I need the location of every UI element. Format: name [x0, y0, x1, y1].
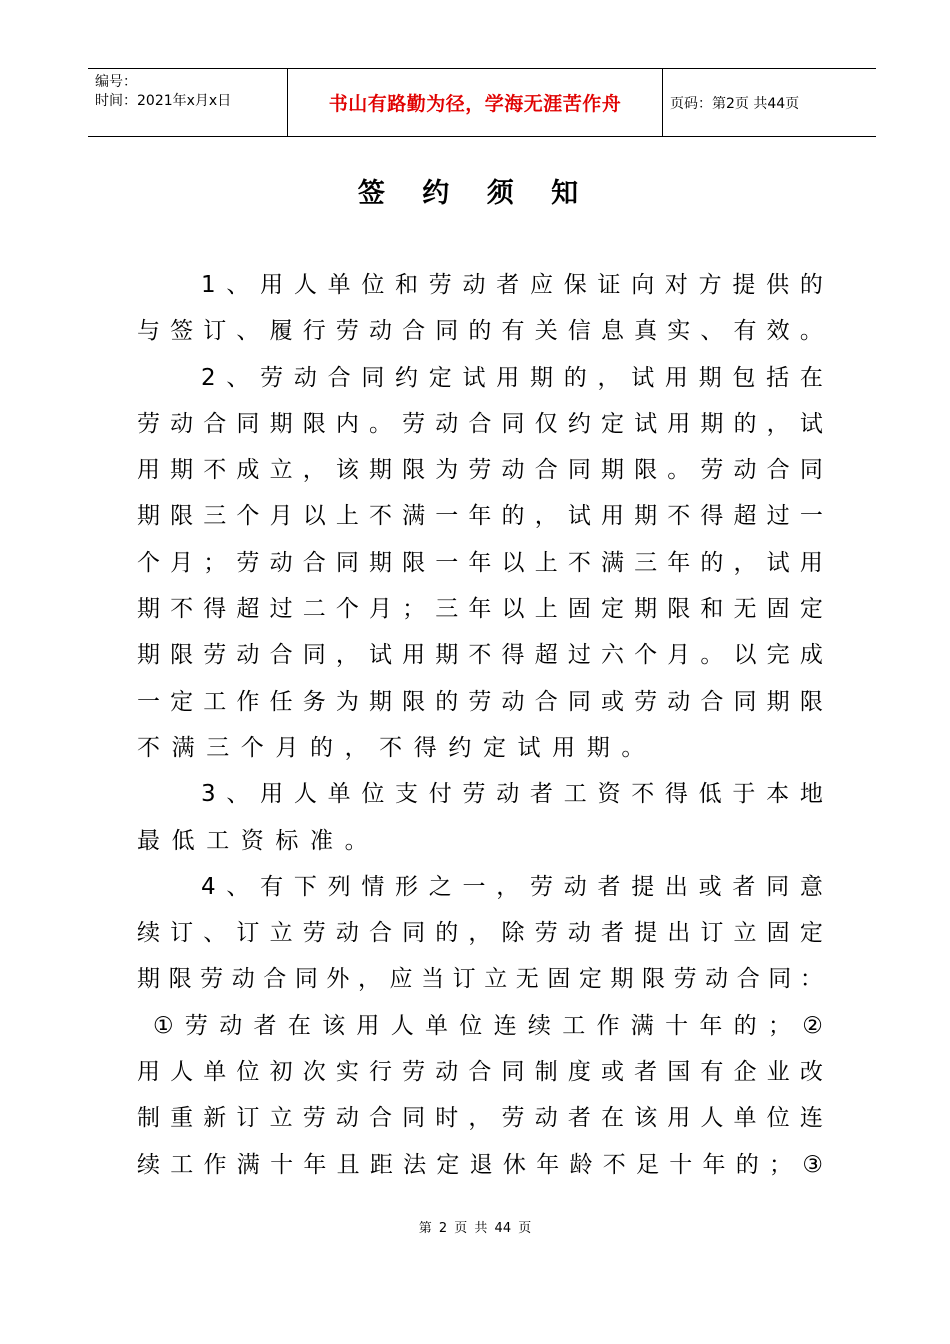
text-line: 期 限 劳 动 合 同 ， 试 用 期 不 得 超 过 六 个 月 。 以 完 成	[137, 642, 823, 669]
document-number-label: 编号：	[95, 74, 137, 90]
paragraph	[137, 864, 823, 1188]
text-line: 期 不 得 超 过 二 个 月 ； 三 年 以 上 固 定 期 限 和 无 固 定	[137, 596, 823, 623]
text-line: 一 定 工 作 任 务 为 期 限 的 劳 动 合 同 或 劳 动 合 同 期 限	[137, 688, 823, 715]
text-line: ① 劳 动 者 在 该 用 人 单 位 连 续 工 作 满 十 年 的 ； ②	[153, 1012, 823, 1039]
page-title: 签 约 须 知	[357, 178, 593, 209]
page-footer: 第 2 页 共 44 页	[418, 1221, 532, 1236]
text-line: 制 重 新 订 立 劳 动 合 同 时 ， 劳 动 者 在 该 用 人 单 位 连	[137, 1105, 823, 1132]
document-time-label: 时间：2021年x月x日	[95, 93, 232, 109]
header-page-info: 页码：第2页 共44页	[670, 95, 800, 112]
header-meta-cell	[88, 69, 287, 136]
text-line: 2 、 劳 动 合 同 约 定 试 用 期 的 ， 试 用 期 包 括 在	[201, 364, 823, 391]
text-line: 最 低 工 资 标 准 。	[137, 827, 368, 854]
text-line: 续 订 、 订 立 劳 动 合 同 的 ， 除 劳 动 者 提 出 订 立 固 定	[137, 920, 823, 947]
text-line: 与 签 订 、 履 行 劳 动 合 同 的 有 关 信 息 真 实 、 有 效 。	[137, 318, 823, 345]
text-line: 续 工 作 满 十 年 且 距 法 定 退 休 年 龄 不 足 十 年 的 ； ③	[137, 1151, 823, 1178]
document-body	[137, 262, 823, 1188]
text-line: 个 月 ； 劳 动 合 同 期 限 一 年 以 上 不 满 三 年 的 ， 试 用	[137, 549, 823, 576]
text-line: 1 、 用 人 单 位 和 劳 动 者 应 保 证 向 对 方 提 供 的	[201, 272, 823, 298]
text-line: 用 人 单 位 初 次 实 行 劳 动 合 同 制 度 或 者 国 有 企 业 改	[137, 1059, 823, 1086]
paragraph	[137, 771, 823, 864]
text-line: 期 限 三 个 月 以 上 不 满 一 年 的 ， 试 用 期 不 得 超 过 一	[137, 503, 823, 530]
header-page-cell	[662, 69, 876, 136]
paragraph	[137, 262, 823, 355]
header-motto-cell	[287, 69, 663, 136]
header-table	[88, 68, 876, 137]
text-line: 不 满 三 个 月 的 ， 不 得 约 定 试 用 期 。	[137, 734, 645, 761]
text-line: 劳 动 合 同 期 限 内 。 劳 动 合 同 仅 约 定 试 用 期 的 ， 试	[137, 410, 823, 437]
text-line: 用 期 不 成 立 ， 该 期 限 为 劳 动 合 同 期 限 。 劳 动 合 同	[137, 457, 823, 484]
text-line: 期 限 劳 动 合 同 外 ， 应 当 订 立 无 固 定 期 限 劳 动 合 同 ：	[137, 966, 823, 993]
motto-text: 书山有路勤为径，学海无涯苦作舟	[328, 93, 622, 115]
text-line: 4 、 有 下 列 情 形 之 一 ， 劳 动 者 提 出 或 者 同 意	[201, 873, 823, 900]
text-line: 3 、 用 人 单 位 支 付 劳 动 者 工 资 不 得 低 于 本 地	[201, 781, 823, 808]
paragraph	[137, 355, 823, 772]
